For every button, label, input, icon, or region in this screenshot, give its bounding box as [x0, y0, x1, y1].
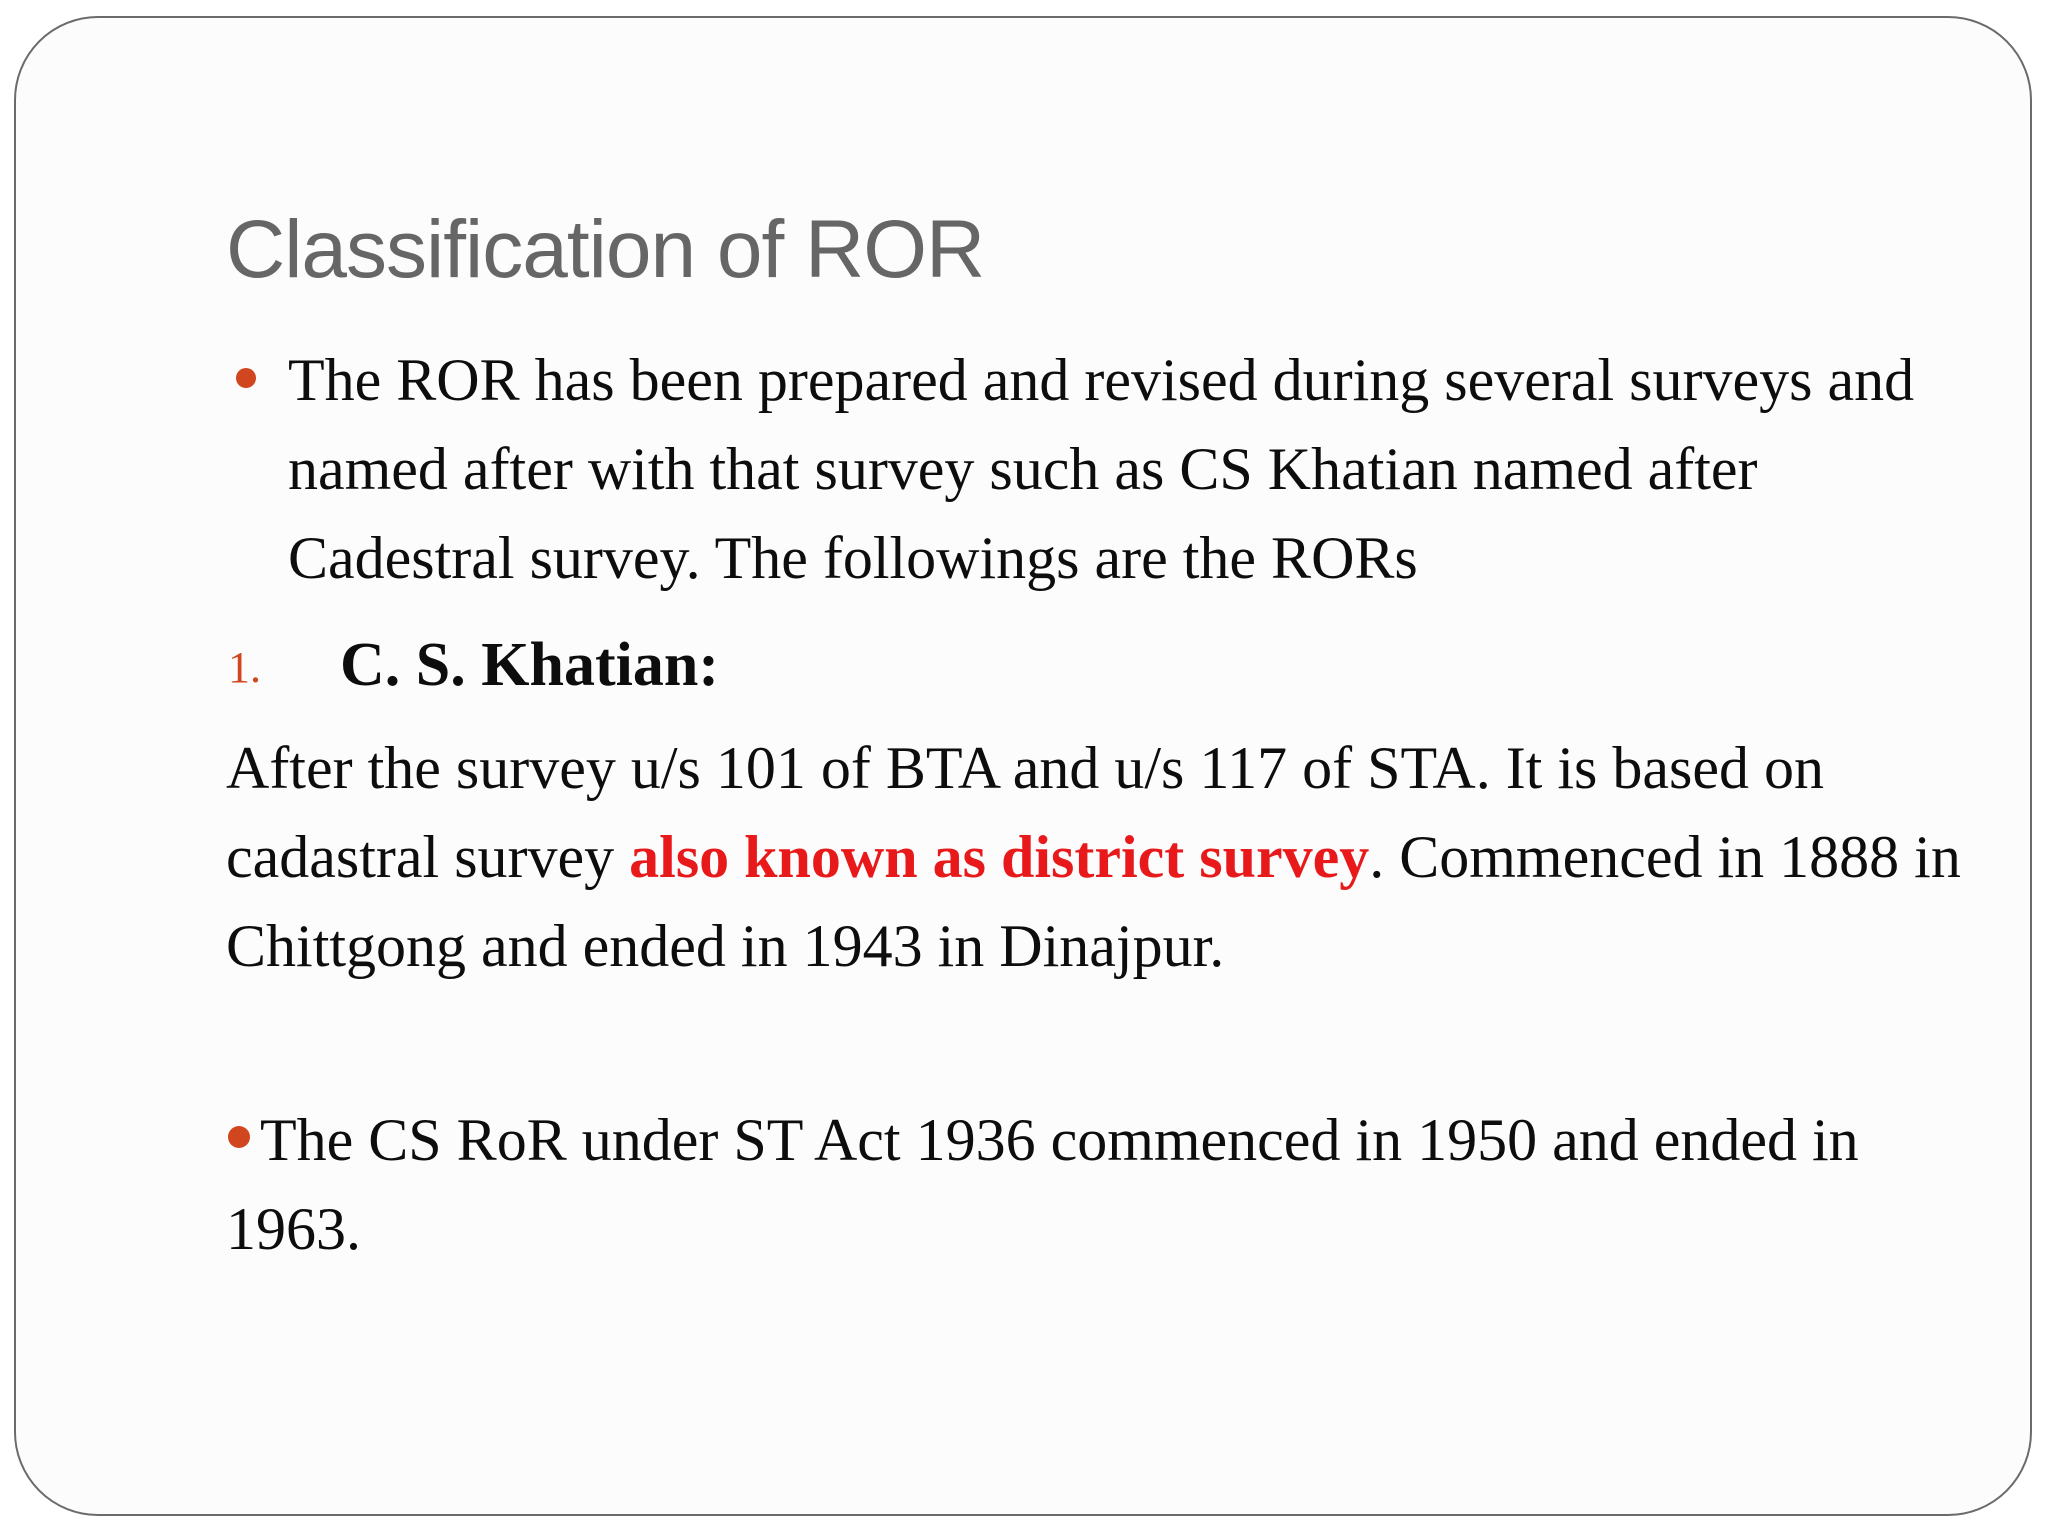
numbered-item-number: 1. — [228, 643, 261, 692]
numbered-item-1 — [226, 620, 1926, 710]
body-paragraph — [226, 724, 1966, 991]
bullet-dot-icon — [228, 1126, 250, 1148]
paragraph-highlight: also known as district survey — [629, 824, 1370, 890]
paragraph-text-part-1: After the survey u/s 101 of BTA and u/s 117 of STA. It is based on cadastral survey — [226, 735, 1824, 890]
bullet-text-1: The ROR has been prepared and revised during several surveys and named after with that survey such as CS Khatian named after Cadestral survey. The followings are the RORs — [288, 347, 1915, 591]
bullet-text-2: The CS RoR under ST Act 1936 commenced in 1950 and ended in 1963. — [226, 1107, 1859, 1262]
slide-title: Classification of ROR — [226, 204, 985, 295]
bullet-dot-icon — [236, 368, 256, 388]
numbered-item-heading: C. S. Khatian: — [340, 631, 719, 699]
paragraph-text-part-2: . Commenced in 1888 in Chittgong and ended in 1943 in Dinajpur. — [226, 824, 1961, 979]
bullet-item-2 — [226, 1096, 1966, 1274]
